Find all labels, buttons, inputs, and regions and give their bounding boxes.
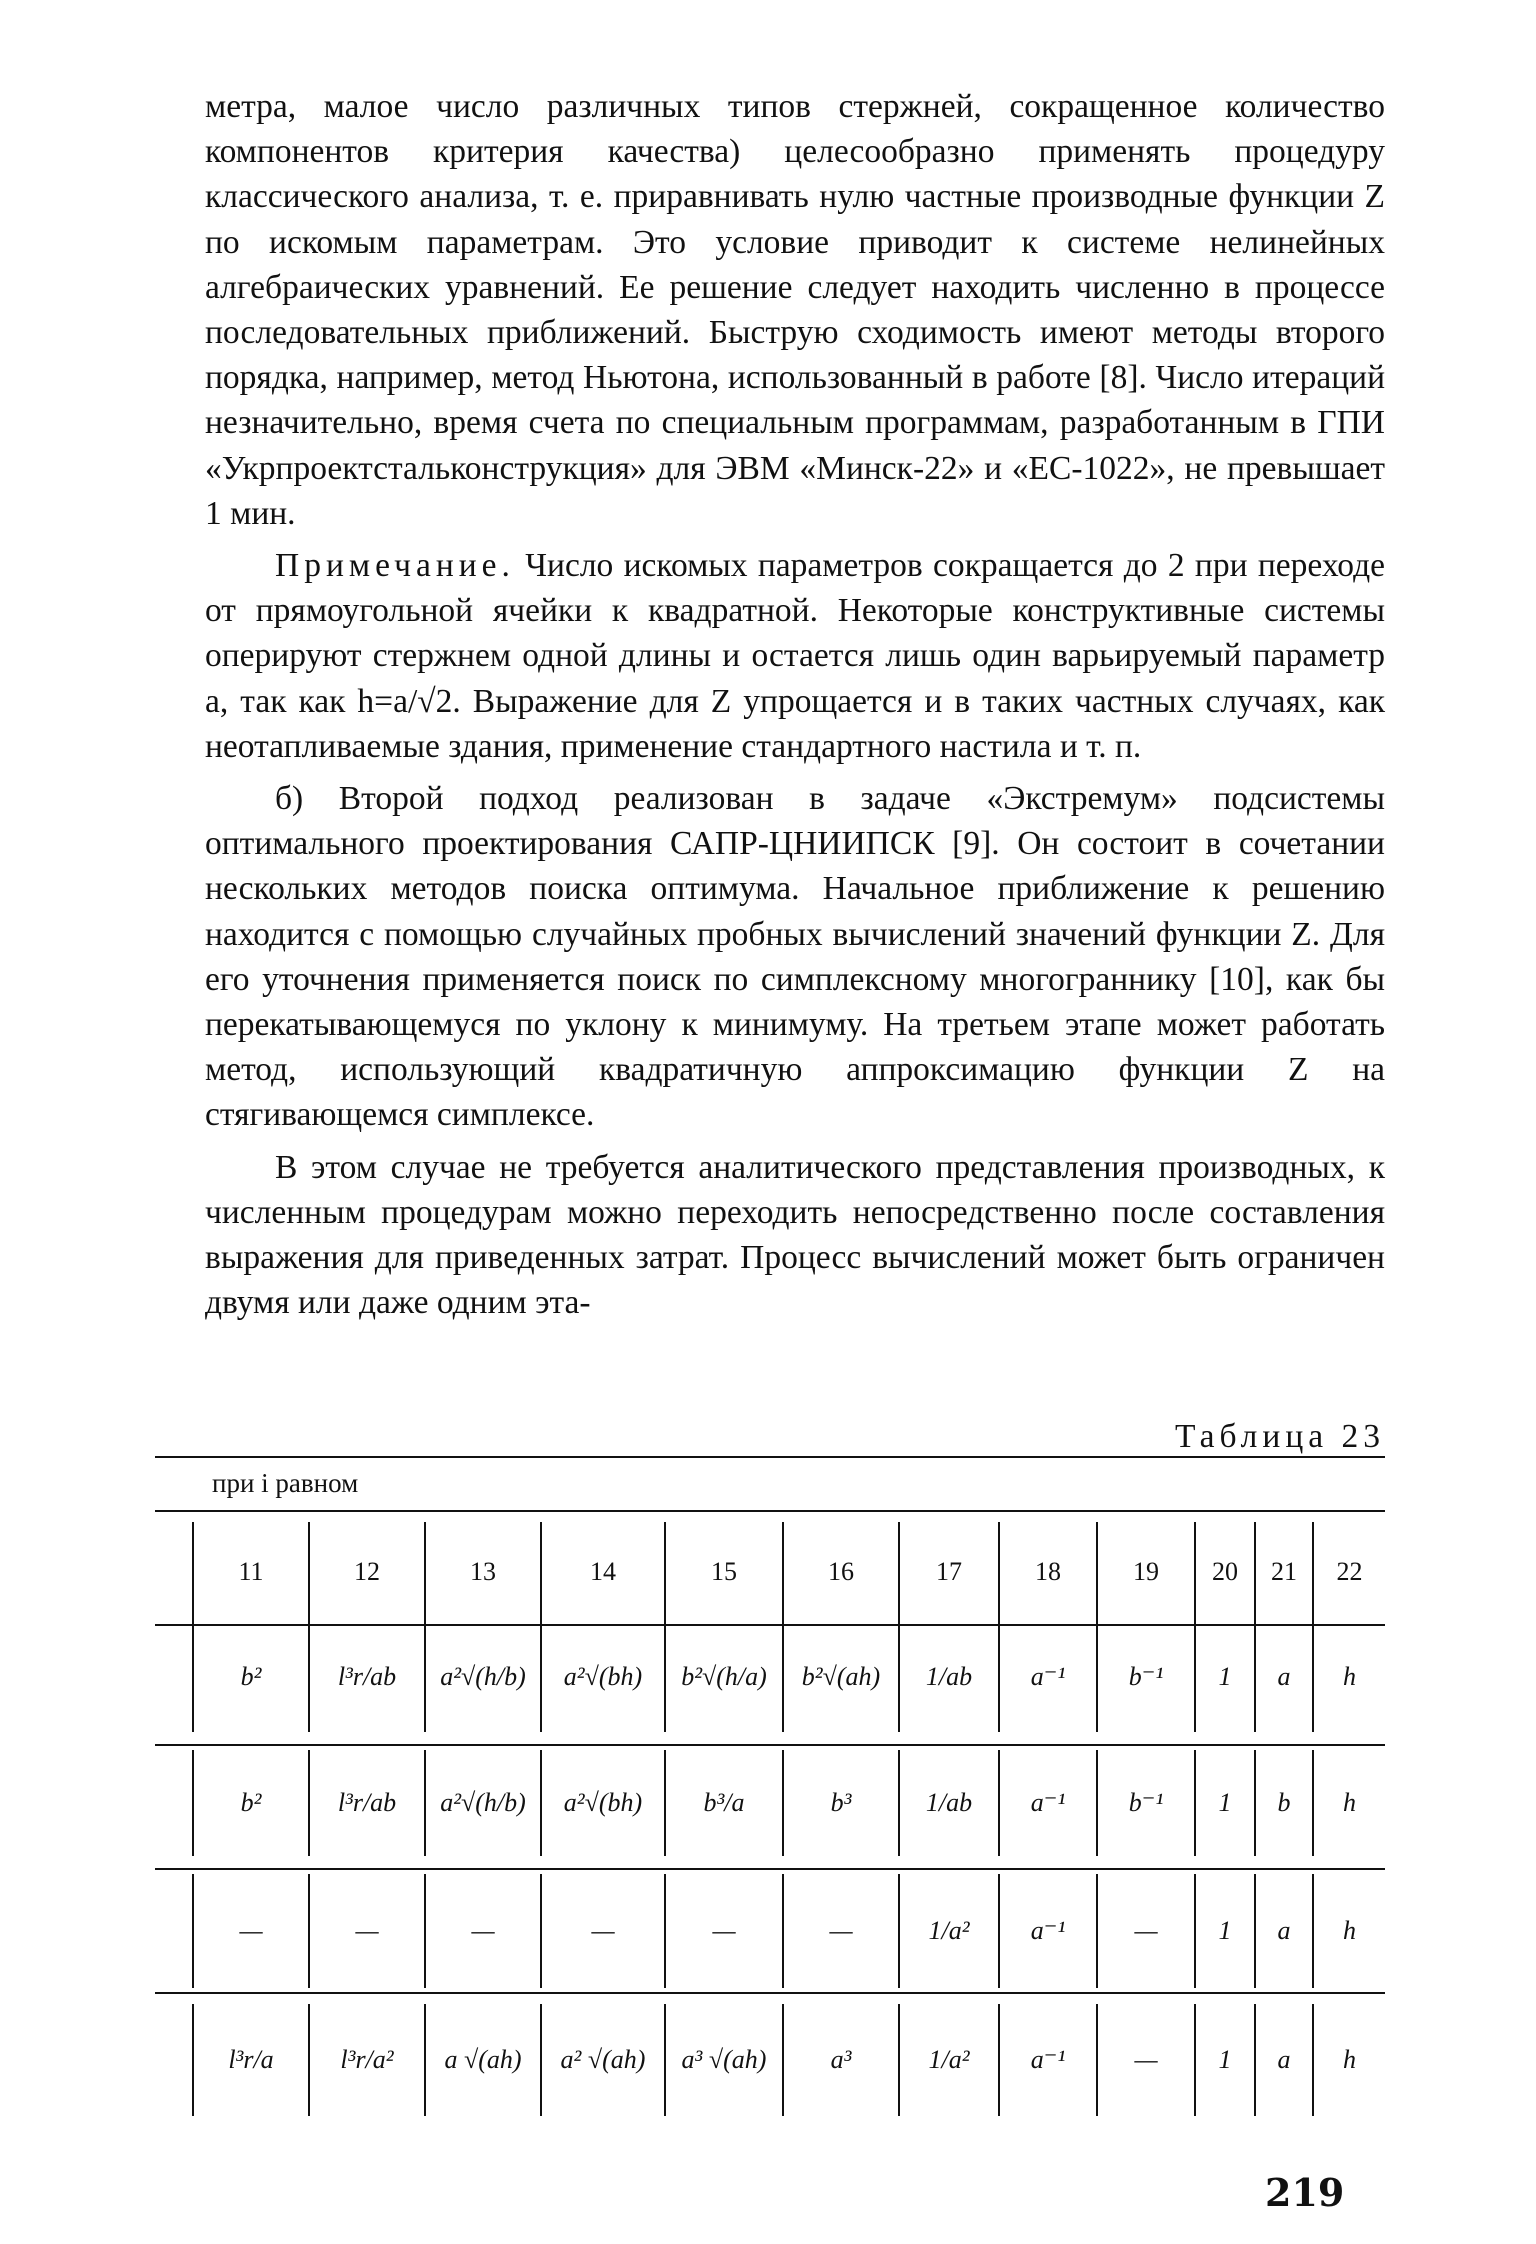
note-paragraph xyxy=(205,543,1385,769)
column-header: 18 xyxy=(998,1522,1096,1622)
table-cell: a⁻¹ xyxy=(998,1622,1096,1732)
table-cell: l³r/ab xyxy=(308,1622,424,1732)
table-rule xyxy=(155,1868,1385,1870)
table-cell: a² √(ah) xyxy=(540,2004,664,2116)
table-cell: — xyxy=(192,1874,308,1988)
table-cell: h xyxy=(1312,1874,1385,1988)
column-header: 14 xyxy=(540,1522,664,1622)
table-cell: a xyxy=(1254,2004,1312,2116)
table-cell: b²√(ah) xyxy=(782,1622,898,1732)
table-cell: a xyxy=(1254,1874,1312,1988)
table-cell: a²√(h/b) xyxy=(424,1622,540,1732)
table-cell: h xyxy=(1312,1622,1385,1732)
table-cell: — xyxy=(540,1874,664,1988)
table-cell: a²√(h/b) xyxy=(424,1750,540,1856)
table-cell: 1 xyxy=(1194,1750,1254,1856)
column-header: 20 xyxy=(1194,1522,1254,1622)
table-cell: 1/ab xyxy=(898,1750,998,1856)
page-number: 219 xyxy=(1265,2170,1345,2215)
table-rule xyxy=(155,1510,1385,1512)
table-cell: 1/ab xyxy=(898,1622,998,1732)
column-header: 16 xyxy=(782,1522,898,1622)
table-cell: — xyxy=(664,1874,782,1988)
paragraph-3: б) Второй подход реализован в задаче «Экстремум» подсистемы оптимального проектирования САПР-ЦНИИПСК [9]. Он состоит в сочетании нескольких методов поиска оптимума. Начальное приближение к решению находится с помощью случайных пробных вычислений значений функции Z. Для его уточнения применяется поиск по симплексному многограннику [10], как бы перекатывающемуся по уклону к минимуму. На третьем этапе может работать метод, использующий квадратичную аппроксимацию функции Z на стягивающемся симплексе. xyxy=(205,780,1385,1134)
note-label: Примечание. xyxy=(275,547,515,585)
table-cell: b xyxy=(1254,1750,1312,1856)
table-cell: — xyxy=(308,1874,424,1988)
table-cell: a⁻¹ xyxy=(998,1874,1096,1988)
table-cell: — xyxy=(1096,1874,1194,1988)
table-cell: a²√(bh) xyxy=(540,1750,664,1856)
table-cell: 1/a² xyxy=(898,1874,998,1988)
column-header: 15 xyxy=(664,1522,782,1622)
table-cell: b³/a xyxy=(664,1750,782,1856)
table-cell: 1 xyxy=(1194,1874,1254,1988)
table-cell: b³ xyxy=(782,1750,898,1856)
column-header: 21 xyxy=(1254,1522,1312,1622)
table-cell: 1/a² xyxy=(898,2004,998,2116)
column-header: 17 xyxy=(898,1522,998,1622)
table-cell: b²√(h/a) xyxy=(664,1622,782,1732)
table-cell: b⁻¹ xyxy=(1096,1750,1194,1856)
table-rule xyxy=(155,1624,1385,1626)
table-cell: l³r/a² xyxy=(308,2004,424,2116)
table-cell: h xyxy=(1312,2004,1385,2116)
table-cell: — xyxy=(424,1874,540,1988)
table-row xyxy=(192,1750,1385,1856)
table-cell: a³ xyxy=(782,2004,898,2116)
table-cell: l³r/a xyxy=(192,2004,308,2116)
table-cell: 1 xyxy=(1194,2004,1254,2116)
table-cell: h xyxy=(1312,1750,1385,1856)
column-header: 13 xyxy=(424,1522,540,1622)
table-rule xyxy=(155,1992,1385,1994)
table-cell: a⁻¹ xyxy=(998,1750,1096,1856)
paragraph-1: метра, малое число различных типов стержней, сокращенное количество компонентов критерия качества) целесообразно применять процедуру классического анализа, т. е. приравнивать нулю частные производные функции Z по искомым параметрам. Это условие приводит к системе нелинейных алгебраических уравнений. Ее решение следует находить численно в процессе последовательных приближений. Быструю сходимость имеют методы второго порядка, например, метод Ньютона, использованный в работе [8]. Число итераций незначительно, время счета по специальным программам, разработанным в ГПИ «Укрпроектстальконструкция» для ЭВМ «Минск-22» и «ЕС-1022», не превышает 1 мин. xyxy=(205,88,1385,532)
table-row xyxy=(192,1874,1385,1988)
table-cell: b² xyxy=(192,1622,308,1732)
table-cell: — xyxy=(1096,2004,1194,2116)
table-cell: a²√(bh) xyxy=(540,1622,664,1732)
table-cell: — xyxy=(782,1874,898,1988)
column-header: 22 xyxy=(1312,1522,1385,1622)
column-header: 12 xyxy=(308,1522,424,1622)
paragraph-4: В этом случае не требуется аналитического представления производных, к численным процедурам можно переходить непосредственно после составления выражения для приведенных затрат. Процесс вычислений может быть ограничен двумя или даже одним эта- xyxy=(205,1148,1385,1322)
table-cell: b² xyxy=(192,1750,308,1856)
table-cell: b⁻¹ xyxy=(1096,1622,1194,1732)
table-row xyxy=(192,1622,1385,1732)
table-cell: a⁻¹ xyxy=(998,2004,1096,2116)
table-cell: a xyxy=(1254,1622,1312,1732)
table-top-rule xyxy=(155,1456,1385,1458)
table-cell: 1 xyxy=(1194,1622,1254,1732)
table-cell: a³ √(ah) xyxy=(664,2004,782,2116)
table-subheader: при i равном xyxy=(212,1468,359,1498)
body-text xyxy=(205,84,1385,1325)
column-header: 11 xyxy=(192,1522,308,1622)
table-cell: a √(ah) xyxy=(424,2004,540,2116)
table-header-row xyxy=(192,1522,1385,1622)
table-row xyxy=(192,2004,1385,2116)
note-text: Число искомых параметров сокращается до 2 при переходе от прямоугольной ячейки к квадратной. Некоторые конструктивные системы оперируют стержнем одной длины и остается лишь один варьируемый параметр a, так как h=a/√2. Выражение для Z упрощается и в таких частных случаях, как неотапливаемые здания, применение стандартного настила и т. п. xyxy=(205,547,1386,765)
column-header: 19 xyxy=(1096,1522,1194,1622)
table-cell: l³r/ab xyxy=(308,1750,424,1856)
table-rule xyxy=(155,1744,1385,1746)
table-caption: Таблица 23 xyxy=(1174,1418,1385,1455)
